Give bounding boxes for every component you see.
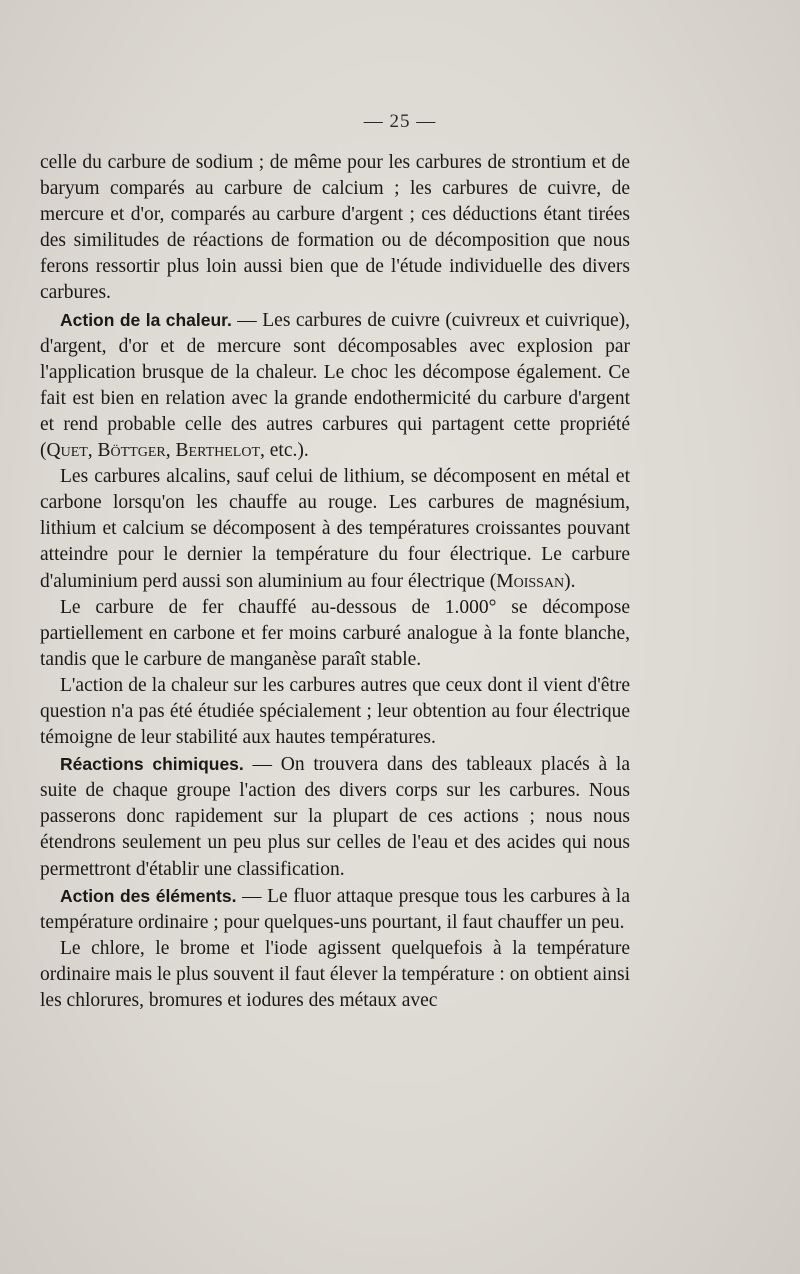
section-heading-action-chaleur: Action de la chaleur. [60,309,232,330]
separator: , [87,440,98,462]
paragraph-action-elements [40,883,630,936]
separator: , [165,440,176,462]
author-bottger: Böttger [97,440,166,462]
paragraph-text: Les carbures alcalins, sauf celui de lithium, se décomposent en métal et carbone lorsqu'on les chauffe au rouge. Les carbures de magnésium, lithium et calcium se décomposent à des températures croissantes pouvant atteindre pour le dernier la température du four électrique. Le carbure d'aluminium perd aussi son aluminium au four électrique ( [40,466,630,592]
paragraph-autres-carbures: L'action de la chaleur sur les carbures autres que ceux dont il vient d'être question n'a pas été étudiée spécialement ; leur obtention au four électrique témoigne de leur stabilité aux hautes températures. [40,674,630,749]
paragraph-carbure-fer: Le carbure de fer chauffé au-dessous de 1.000° se décompose partiellement en carbone et fer moins carburé analogue à la fonte blanche, tandis que le carbure de manganèse paraît stable. [40,596,630,670]
author-moissan: Moissan [496,570,565,592]
paragraph-carbure-sodium: celle du carbure de sodium ; de même pour les carbures de strontium et de baryum comparés au carbure de calcium ; les carbures de cuivre, de mercure et d'or, comparés au carbure d'argent ; ces déductions étant tirées des similitudes de réactions de formation ou de décomposition que nous ferons ressortir plus loin aussi bien que de l'étude individuelle des divers carbures. [40,152,630,304]
author-quet: Quet [46,440,88,462]
paragraph-text: — Le fluor attaque presque tous les carbures à la température ordinaire ; pour quelques-uns pourtant, il faut chauffer un peu. [40,885,630,933]
paragraph-reactions-chimiques [40,751,630,882]
paragraph-action-chaleur [40,307,630,465]
body-text [40,150,630,1014]
author-berthelot: Berthelot [175,440,261,462]
paragraph-text: — On trouvera dans des tableaux placés à la suite de chaque groupe l'action des divers corps sur les carbures. Nous passerons donc rapidement sur la plupart de ces actions ; nous nous étendrons seulement un peu plus sur celles de l'eau et des acides qui nous permettront d'établir une classification. [40,754,630,880]
paragraph-chlore-brome-iode: Le chlore, le brome et l'iode agissent quelquefois à la température ordinaire mais le plus souvent il faut élever la température : on obtient ainsi les chlorures, bromures et iodures des métaux avec [40,937,630,1011]
section-heading-action-elements: Action des éléments. [60,885,237,906]
paragraph-text: , etc.). [260,440,309,462]
paragraph-text: ). [564,570,576,592]
page-number: — 25 — [363,111,437,132]
paragraph-text: — Les carbures de cuivre (cuivreux et cuivrique), d'argent, d'or et de mercure sont décomposables avec explosion par l'application brusque de la chaleur. Le choc les décompose également. Ce fait est bien en relation avec la grande endothermicité du carbure d'argent et rend probable celle des autres carbures qui partagent cette propriété ( [40,309,630,462]
paragraph-carbures-alcalins [40,464,630,594]
section-heading-reactions-chimiques: Réactions chimiques. [60,754,244,775]
